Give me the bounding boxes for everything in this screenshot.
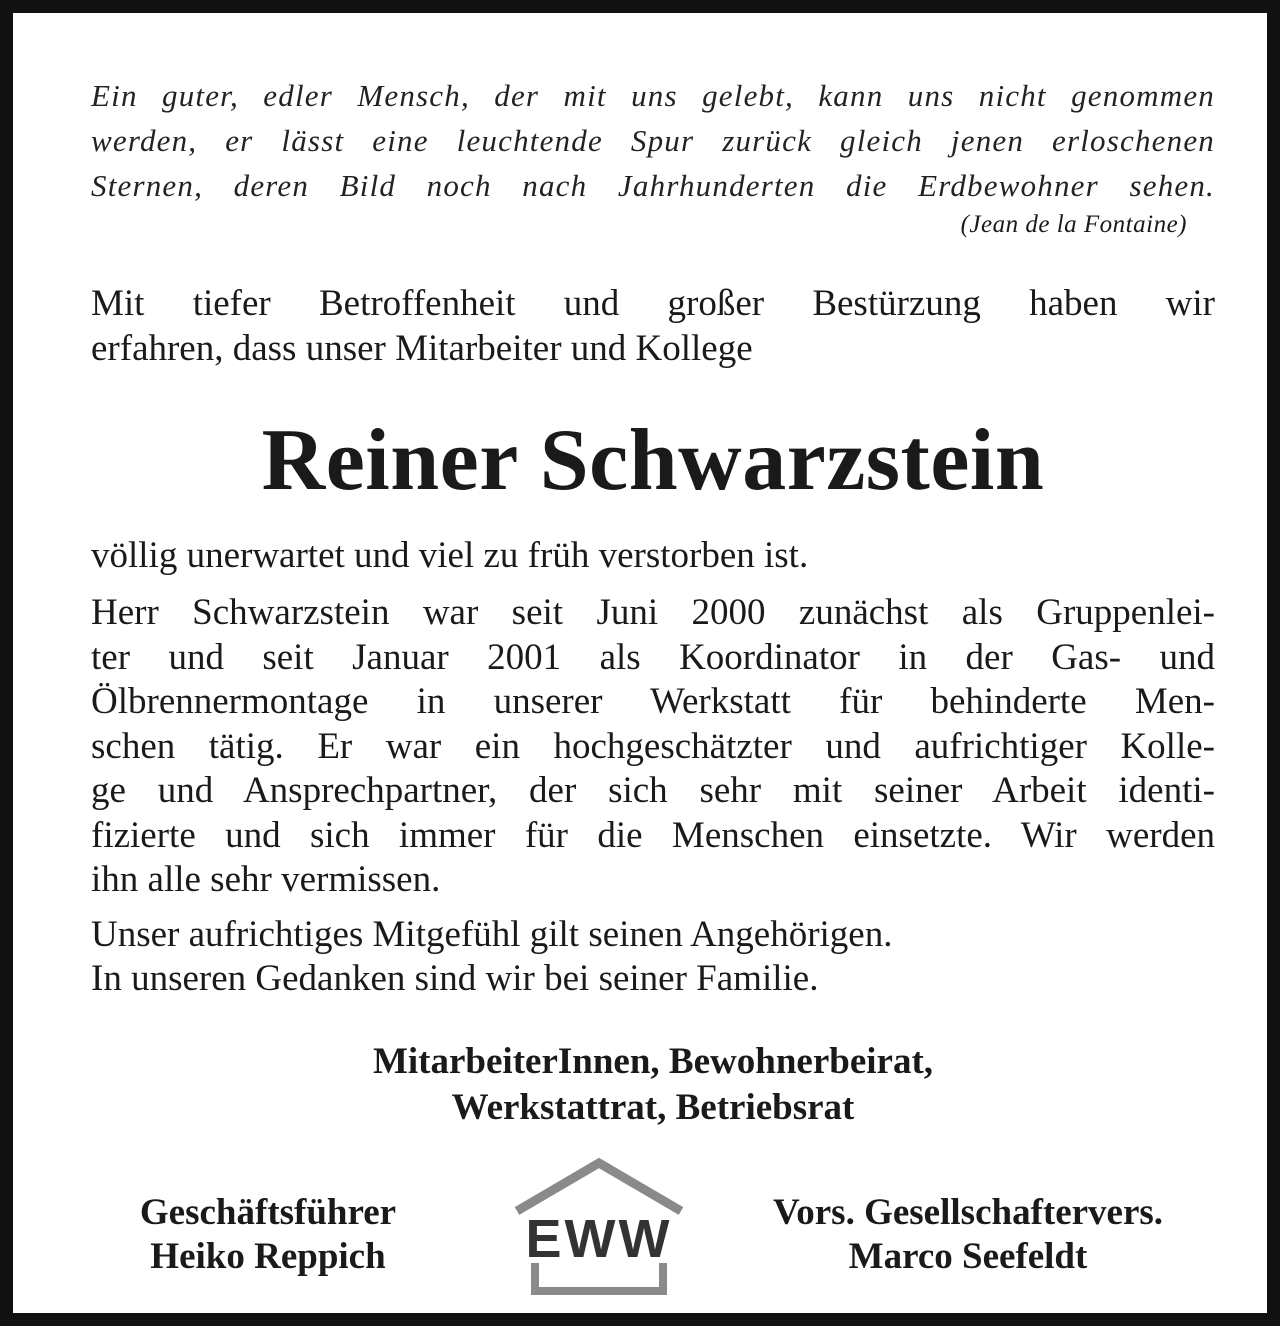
signers-line-2: Werkstattrat, Betriebsrat xyxy=(451,1087,855,1128)
signers-line-1: MitarbeiterInnen, Bewohnerbeirat, xyxy=(372,1041,934,1082)
body-line-5: ge und Ansprechpartner, der sich sehr mit seiner Arbeit identi- xyxy=(91,770,1215,811)
body-line-3: Ölbrennermontage in unserer Werkstatt für behinderte Men- xyxy=(91,681,1215,722)
body-line-2: ter und seit Januar 2001 als Koordinator in der Gas- und xyxy=(91,636,1215,678)
body-line-1: Herr Schwarzstein war seit Juni 2000 zunächst als Gruppenlei- xyxy=(91,592,1215,633)
signature-right-role: Vors. Gesellschaftervers. xyxy=(772,1192,1164,1233)
quote-line-2: werden, er lässt eine leuchtende Spur zurück gleich jenen erloschenen xyxy=(91,123,1215,158)
body-line-4: schen tätig. Er war ein hochgeschätzter und aufrichtiger Kolle- xyxy=(91,725,1215,767)
intro-text xyxy=(91,281,1215,371)
condolence-line-1: Unser aufrichtiges Mitgefühl gilt seinen Angehörigen. xyxy=(91,914,893,955)
body-line-7: ihn alle sehr vermissen. xyxy=(91,859,441,900)
quote-line-3: Sternen, deren Bild noch nach Jahrhunderten die Erdbewohner sehen. xyxy=(91,168,1215,203)
deceased-name: Reiner Schwarzstein xyxy=(261,412,1045,509)
house-outline-logo-icon xyxy=(511,1155,687,1297)
signers xyxy=(13,1039,1280,1131)
logo-text: EWW xyxy=(525,1209,673,1269)
condolence-text xyxy=(91,913,892,1001)
intro-line-1: Mit tiefer Betroffenheit und großer Bestürzung haben wir xyxy=(91,283,1215,324)
after-name-text: völlig unerwartet und viel zu früh verstorben ist. xyxy=(91,535,809,576)
body-line-6: fizierte und sich immer für die Menschen einsetzte. Wir werden xyxy=(91,814,1215,856)
quote xyxy=(91,73,1215,208)
signature-managing-director xyxy=(73,1191,463,1279)
condolence-line-2: In unseren Gedanken sind wir bei seiner Familie. xyxy=(91,958,819,999)
signature-left-role: Geschäftsführer xyxy=(139,1192,397,1233)
body-text xyxy=(91,591,1215,903)
quote-author: (Jean de la Fontaine) xyxy=(960,211,1187,238)
eww-logo xyxy=(511,1155,687,1297)
intro-line-2: erfahren, dass unser Mitarbeiter und Kollege xyxy=(91,328,753,369)
signature-right-name: Marco Seefeldt xyxy=(848,1236,1088,1277)
signature-chair xyxy=(713,1191,1223,1279)
signature-left-name: Heiko Reppich xyxy=(150,1236,386,1277)
quote-line-1: Ein guter, edler Mensch, der mit uns gelebt, kann uns nicht genommen xyxy=(91,78,1215,113)
